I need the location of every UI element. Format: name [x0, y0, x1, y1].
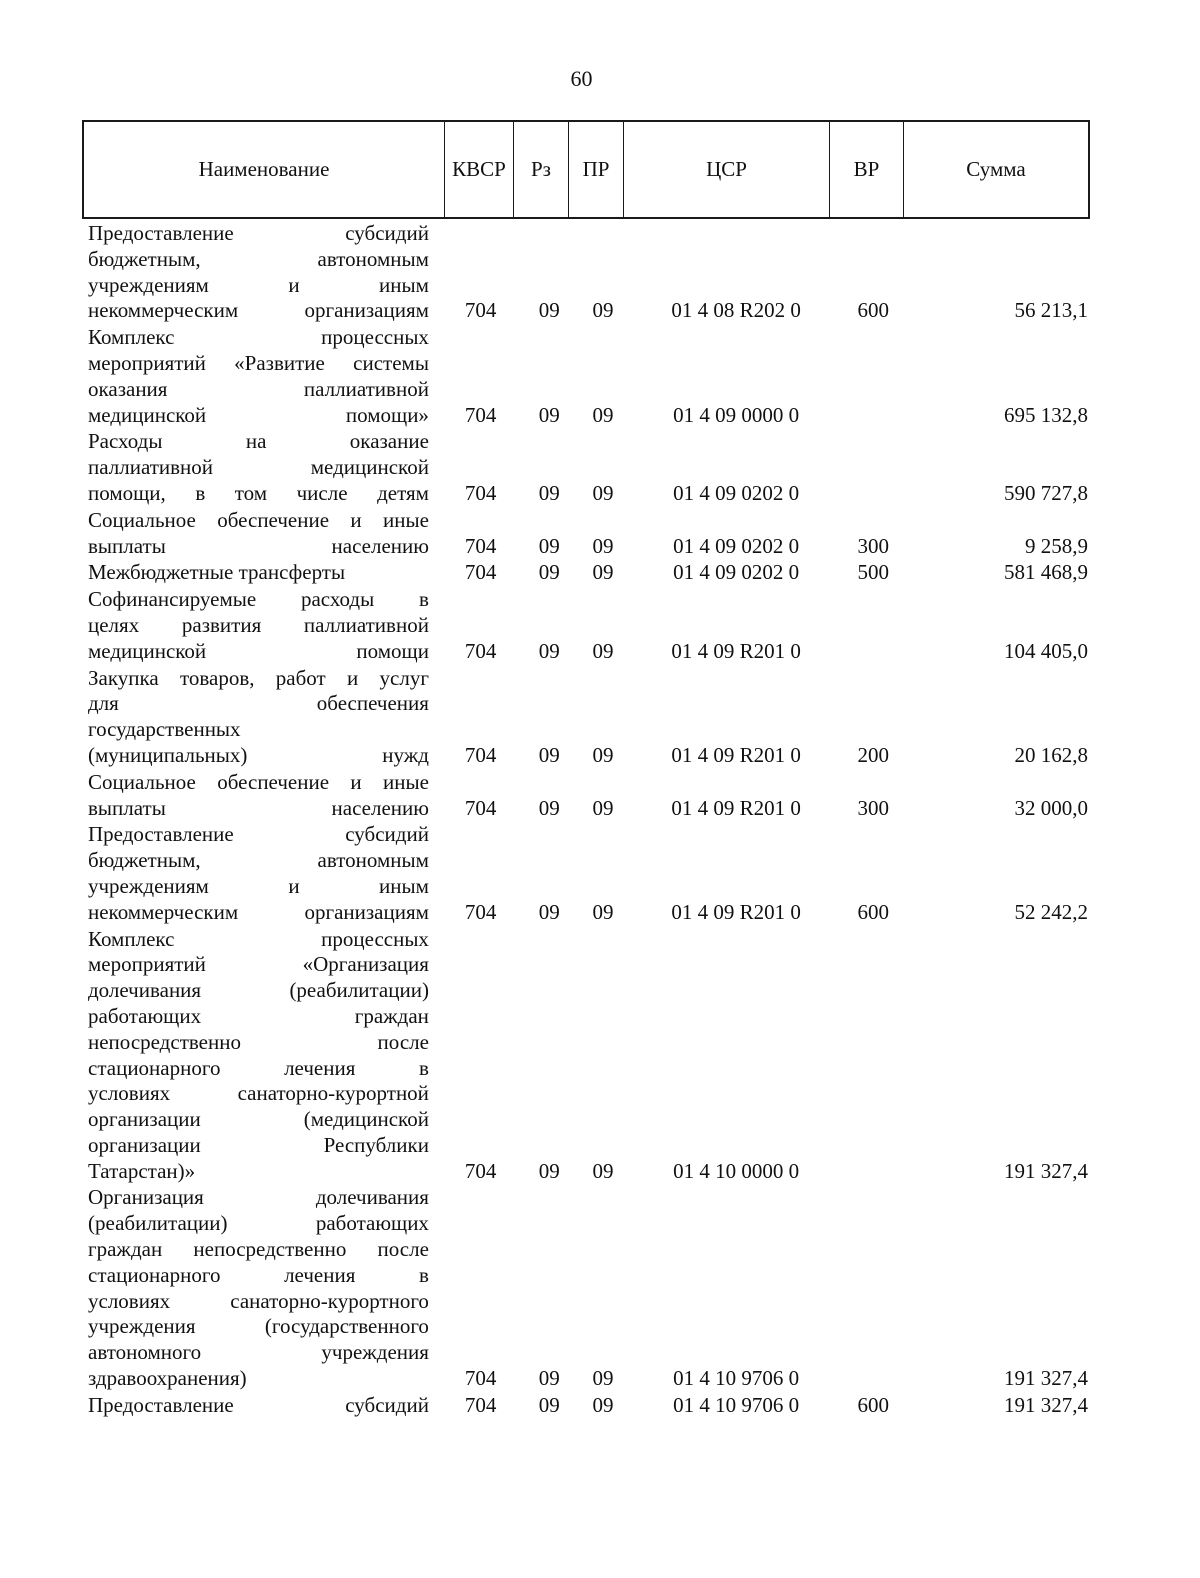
row-rz: 09 [538, 638, 560, 663]
row-vr: 600 [857, 899, 890, 924]
row-vr: 200 [857, 742, 890, 767]
row-rz: 09 [538, 298, 560, 323]
row-kvsr: 704 [464, 899, 497, 924]
header-rz: Рз [514, 122, 569, 217]
row-csr: 01 4 09 0202 0 [673, 480, 800, 505]
row-name-line: здравоохранения) [88, 1366, 247, 1391]
row-name-line: работающих граждан [88, 1003, 429, 1028]
row-name-line: Татарстан)» [88, 1158, 196, 1183]
row-pr: 09 [592, 742, 614, 767]
row-kvsr: 704 [464, 795, 497, 820]
row-name-line: (муниципальных) нужд [88, 742, 429, 767]
row-csr: 01 4 09 R201 0 [671, 742, 801, 767]
row-csr: 01 4 09 R201 0 [671, 795, 801, 820]
row-name-line: Предоставление субсидий [88, 221, 429, 245]
row-pr: 09 [592, 533, 614, 558]
page-number: 60 [570, 66, 593, 91]
row-name-line: выплаты населению [88, 795, 429, 820]
row-sum: 191 327,4 [1004, 1158, 1089, 1183]
row-name-line: Софинансируемые расходы в [88, 587, 429, 612]
header-name: Наименование [84, 122, 445, 217]
row-sum: 104 405,0 [1004, 638, 1089, 663]
row-name-line: медицинской помощи [88, 638, 429, 663]
row-name-line: выплаты населению [88, 533, 429, 558]
row-kvsr: 704 [464, 742, 497, 767]
row-csr: 01 4 08 R202 0 [671, 298, 801, 323]
row-name-line: учреждения (государственного [88, 1314, 429, 1339]
row-kvsr: 704 [464, 1392, 497, 1417]
row-pr: 09 [592, 899, 614, 924]
row-pr: 09 [592, 1366, 614, 1391]
row-csr: 01 4 09 R201 0 [671, 899, 801, 924]
row-rz: 09 [538, 795, 560, 820]
row-name [88, 221, 429, 324]
table-row [88, 1393, 1088, 1419]
row-sum: 52 242,2 [1014, 899, 1089, 924]
row-sum: 695 132,8 [1004, 402, 1089, 427]
table-row [88, 1185, 1088, 1391]
row-kvsr: 704 [464, 533, 497, 558]
row-rz: 09 [538, 1366, 560, 1391]
row-name-line: стационарного лечения в [88, 1055, 429, 1080]
table-row [88, 927, 1088, 1185]
row-name-line: помощи, в том числе детям [88, 480, 429, 505]
row-name-line: Межбюджетные трансферты [88, 560, 346, 585]
row-name-line: граждан непосредственно после [88, 1237, 429, 1262]
row-pr: 09 [592, 480, 614, 505]
header-kvsr: КВСР [445, 122, 514, 217]
table-header [82, 120, 1090, 219]
row-name [88, 666, 429, 769]
row-name-line: оказания паллиативной [88, 376, 429, 401]
row-name [88, 770, 429, 822]
row-rz: 09 [538, 533, 560, 558]
header-pr: ПР [569, 122, 624, 217]
row-name-line: некоммерческим организациям [88, 298, 429, 323]
row-kvsr: 704 [464, 402, 497, 427]
row-sum: 581 468,9 [1004, 560, 1089, 585]
row-pr: 09 [592, 298, 614, 323]
row-sum: 9 258,9 [1025, 533, 1089, 558]
row-csr: 01 4 09 0202 0 [673, 560, 800, 585]
row-kvsr: 704 [464, 1366, 497, 1391]
row-name-line: непосредственно после [88, 1029, 429, 1054]
row-name-line: Закупка товаров, работ и услуг [88, 665, 429, 690]
row-pr: 09 [592, 638, 614, 663]
row-sum: 32 000,0 [1014, 795, 1089, 820]
row-csr: 01 4 09 0000 0 [673, 402, 800, 427]
row-csr: 01 4 09 R201 0 [671, 638, 801, 663]
table-row [88, 587, 1088, 664]
row-rz: 09 [538, 1392, 560, 1417]
table-body [88, 221, 1088, 1420]
table-row [88, 429, 1088, 506]
row-rz: 09 [538, 899, 560, 924]
row-name-line: учреждениям и иным [88, 873, 429, 898]
row-name [88, 325, 429, 428]
row-name-line: долечивания (реабилитации) [88, 978, 429, 1003]
row-name-line: Комплекс процессных [88, 926, 429, 951]
row-name-line: государственных [88, 717, 241, 742]
row-name-line: бюджетным, автономным [88, 246, 429, 271]
row-name-line: Расходы на оказание [88, 429, 429, 454]
row-pr: 09 [592, 402, 614, 427]
row-rz: 09 [538, 1158, 560, 1183]
row-sum: 590 727,8 [1004, 480, 1089, 505]
row-name-line: Социальное обеспечение и иные [88, 507, 429, 532]
row-kvsr: 704 [464, 298, 497, 323]
row-rz: 09 [538, 480, 560, 505]
row-sum: 191 327,4 [1004, 1392, 1089, 1417]
row-name [88, 1393, 429, 1419]
table-row [88, 822, 1088, 925]
header-csr: ЦСР [624, 122, 830, 217]
row-name [88, 508, 429, 560]
row-name [88, 1185, 429, 1391]
row-name [88, 587, 429, 664]
row-sum: 191 327,4 [1004, 1366, 1089, 1391]
row-sum: 20 162,8 [1014, 742, 1089, 767]
row-kvsr: 704 [464, 1158, 497, 1183]
row-name-line: условиях санаторно-курортной [88, 1081, 429, 1106]
row-csr: 01 4 10 9706 0 [673, 1366, 800, 1391]
row-name-line: медицинской помощи» [88, 402, 429, 427]
row-name [88, 822, 429, 925]
table-row [88, 508, 1088, 560]
row-name [88, 560, 429, 586]
row-name-line: условиях санаторно-курортного [88, 1288, 429, 1313]
header-sum: Сумма [966, 157, 1026, 181]
row-name-line: Предоставление субсидий [88, 822, 429, 847]
row-name-line: мероприятий «Организация [88, 952, 429, 977]
row-name-line: организации (медицинской [88, 1107, 429, 1132]
header-vr: ВР [830, 122, 904, 217]
row-pr: 09 [592, 1392, 614, 1417]
row-pr: 09 [592, 795, 614, 820]
row-name-line: учреждениям и иным [88, 272, 429, 297]
row-csr: 01 4 09 0202 0 [673, 533, 800, 558]
row-name-line: бюджетным, автономным [88, 848, 429, 873]
row-rz: 09 [538, 560, 560, 585]
row-name-line: организации Республики [88, 1132, 429, 1157]
row-vr: 300 [857, 795, 890, 820]
row-name-line: Организация долечивания [88, 1185, 429, 1210]
row-rz: 09 [538, 742, 560, 767]
table-row [88, 221, 1088, 324]
row-vr: 600 [857, 1392, 890, 1417]
row-name [88, 927, 429, 1185]
row-kvsr: 704 [464, 480, 497, 505]
row-name-line: целях развития паллиативной [88, 612, 429, 637]
row-kvsr: 704 [464, 638, 497, 663]
row-pr: 09 [592, 1158, 614, 1183]
row-pr: 09 [592, 560, 614, 585]
row-name-line: автономного учреждения [88, 1340, 429, 1365]
row-name-line: стационарного лечения в [88, 1262, 429, 1287]
row-name-line: Социальное обеспечение и иные [88, 769, 429, 794]
row-name-line: для обеспечения [88, 691, 429, 716]
row-rz: 09 [538, 402, 560, 427]
row-csr: 01 4 10 9706 0 [673, 1392, 800, 1417]
table-row [88, 325, 1088, 428]
row-sum: 56 213,1 [1014, 298, 1089, 323]
row-name-line: некоммерческим организациям [88, 899, 429, 924]
table-row [88, 770, 1088, 822]
row-name-line: мероприятий «Развитие системы [88, 350, 429, 375]
row-name-line: Комплекс процессных [88, 325, 429, 350]
row-name [88, 429, 429, 506]
row-csr: 01 4 10 0000 0 [673, 1158, 800, 1183]
row-vr: 300 [857, 533, 890, 558]
table-row [88, 560, 1088, 586]
row-kvsr: 704 [464, 560, 497, 585]
row-name-line: паллиативной медицинской [88, 455, 429, 480]
row-vr: 500 [857, 560, 890, 585]
row-name-line: Предоставление субсидий [88, 1392, 429, 1417]
table-row [88, 666, 1088, 769]
row-vr: 600 [857, 298, 890, 323]
row-name-line: (реабилитации) работающих [88, 1211, 429, 1236]
